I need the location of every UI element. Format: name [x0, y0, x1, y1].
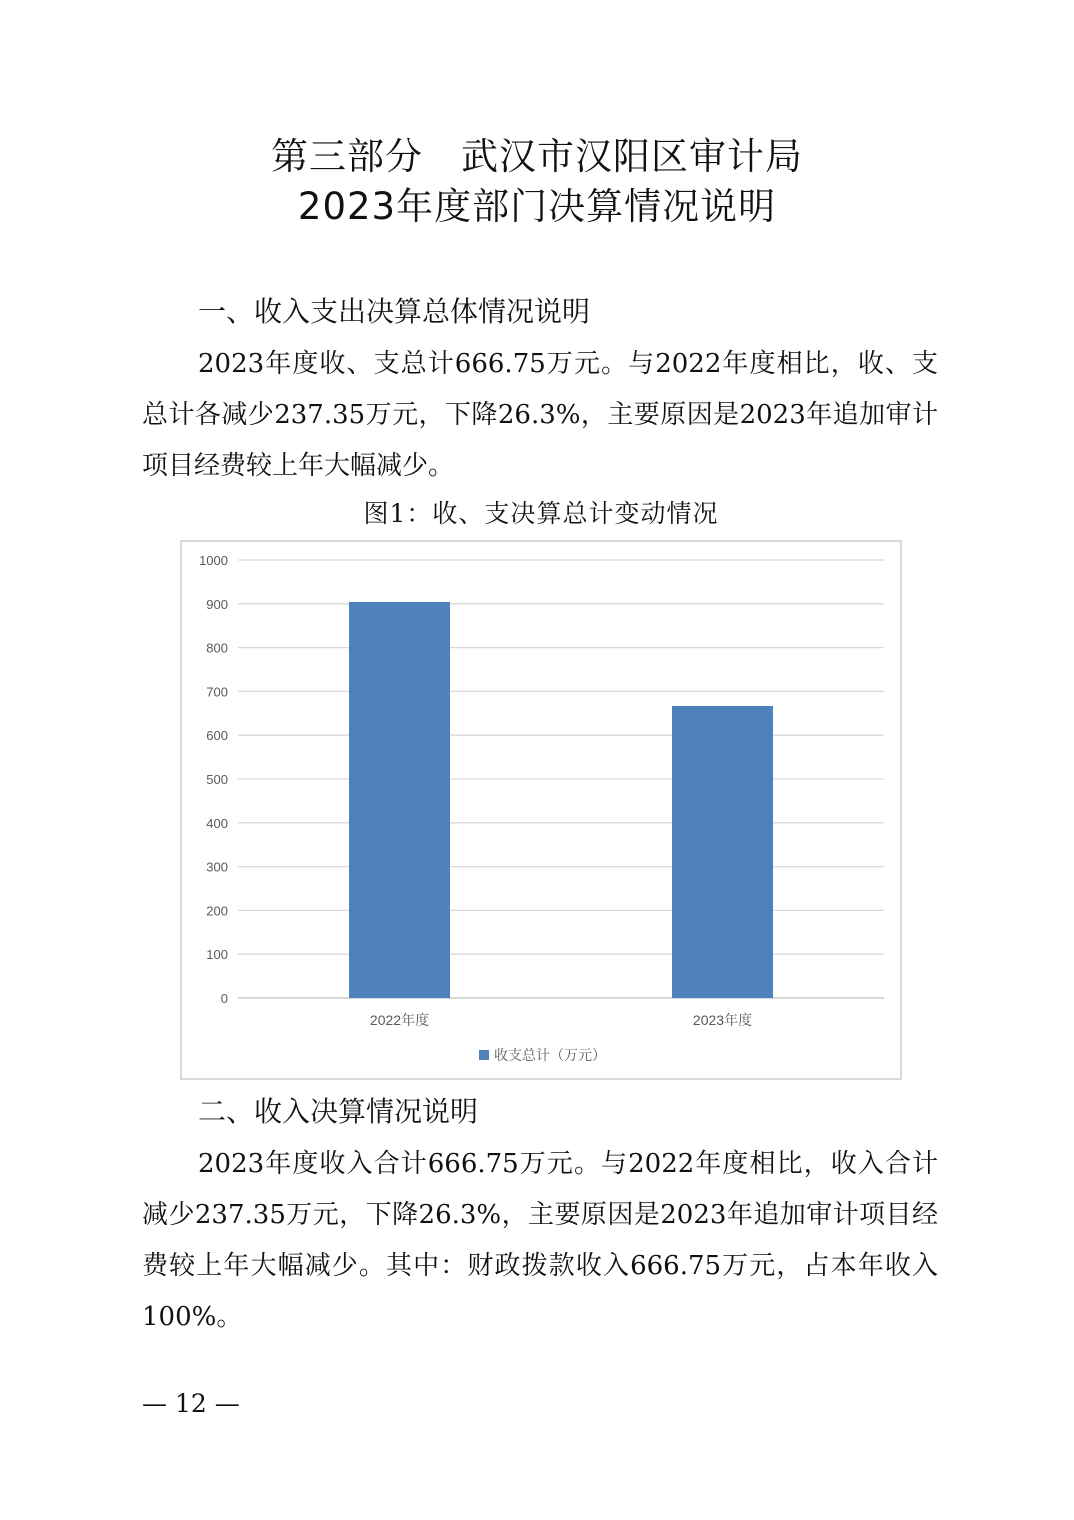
section1-heading: 一、收入支出决算总体情况说明 [198, 295, 591, 328]
y-tick-label: 300 [206, 859, 228, 875]
y-tick-label: 800 [206, 640, 228, 656]
legend-label: 收支总计（万元） [494, 1047, 606, 1063]
page-number: — 12 — [142, 1389, 240, 1418]
x-tick-label: 2023年度 [692, 1012, 753, 1028]
bar-chart [182, 542, 900, 1078]
section2-heading: 二、收入决算情况说明 [198, 1095, 479, 1128]
chart-frame [180, 540, 902, 1080]
y-tick-label: 500 [206, 772, 228, 787]
section1-paragraph: 2023年度收、支总计666.75万元。与2022年度相比，收、支总计各减少237.35万元，下降26.3%，主要原因是2023年追加审计项目经费较上年大幅减少。 [142, 349, 938, 481]
y-tick-label: 900 [206, 596, 228, 612]
y-tick-label: 200 [206, 903, 228, 919]
x-tick-label: 2022年度 [369, 1012, 430, 1028]
y-tick-label: 400 [206, 815, 228, 831]
page-title-line1: 第三部分 武汉市汉阳区审计局 [271, 135, 803, 178]
y-tick-label: 0 [220, 991, 228, 1006]
bar-2023年度 [672, 706, 773, 998]
y-tick-label: 1000 [199, 553, 228, 568]
page-title-line2: 2023年度部门决算情况说明 [297, 185, 777, 228]
legend-swatch [479, 1050, 489, 1060]
section2-paragraph: 2023年度收入合计666.75万元。与2022年度相比，收入合计减少237.35万元，下降26.3%，主要原因是2023年追加审计项目经费较上年大幅减少。其中：财政拨款收入666.75万元，占本年收入100%。 [142, 1149, 938, 1332]
y-tick-label: 100 [206, 947, 228, 963]
bar-2022年度 [349, 602, 450, 998]
y-tick-label: 700 [206, 684, 228, 700]
figure-caption: 图1：收、支决算总计变动情况 [363, 499, 719, 528]
y-tick-label: 600 [206, 728, 228, 744]
